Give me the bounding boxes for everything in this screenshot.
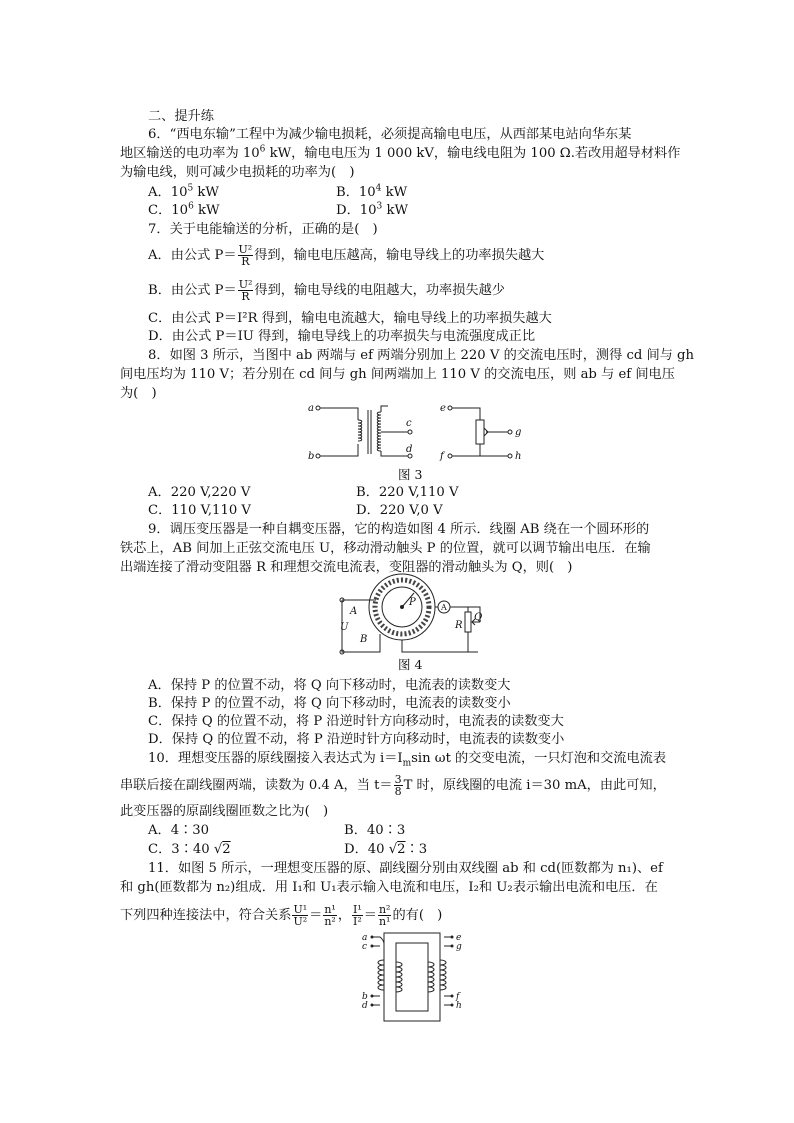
fig5-label-h: h	[456, 1001, 462, 1011]
fig5-label-a: a	[362, 933, 368, 943]
q6-option-d: D．$10^3$ kW	[336, 201, 409, 218]
q8-line2: 间电压均为 110 V；若分别在 cd 间与 gh 间两端加上 110 V 的交流电压，则 ab 与 ef 间电压	[120, 367, 675, 382]
fig5-label-f: f	[456, 992, 460, 1002]
figure-3-caption: 图 3	[398, 467, 423, 482]
q10-option-a: A．4∶30	[148, 823, 210, 838]
fig4-label-b: B	[360, 634, 368, 645]
q7-option-d: D．由公式 P＝IU 得到，输电导线上的功率损失与电流强度成正比	[148, 329, 536, 344]
q10-line1: 10．理想变压器的原线圈接入表达式为 $i=I_m\sin$ ωt 的交变电流，一只灯泡和交流电流表	[148, 751, 667, 769]
q7-stem: 7．关于电能输送的分析，正确的是( )	[148, 222, 378, 237]
q9-line3: 出端连接了滑动变阻器 R 和理想交流电流表，变阻器的滑动触头为 Q，则( )	[120, 560, 573, 575]
fig4-ammeter-label: A	[441, 603, 447, 612]
q6-option-a: A．$10^5$ kW	[148, 183, 219, 200]
fig4-label-u: U	[340, 622, 349, 633]
fig4-label-r: R	[455, 620, 463, 631]
fig5-label-e: e	[456, 933, 462, 943]
q7-option-c: C．由公式 P＝I²R 得到，输电电流越大，输电导线上的功率损失越大	[148, 311, 552, 326]
q10-option-c: C．3∶40 √2	[148, 842, 231, 857]
q9-option-c: C．保持 Q 的位置不动，将 P 沿逆时针方向移动时，电流表的读数变大	[148, 714, 564, 729]
q8-option-d: D．220 V,0 V	[356, 503, 443, 518]
fig3-label-e: e	[440, 403, 446, 414]
fig5-label-d: d	[362, 1001, 368, 1011]
q7-option-a: A．由公式 P＝ $\frac{\text{U²}}{R}$ 得到，输电电压越高，输电导线上的功率损失越大	[148, 243, 545, 268]
fig5-label-g: g	[456, 942, 462, 952]
figure-4-caption: 图 4	[398, 657, 423, 672]
q11-line3: 下列四种连接法中，符合关系 $\frac{\text{U¹}}{\text{U²}}$ ＝ $\frac{\text{n¹}}{\text{n²}}$ ， $\frac{\text{I¹}}{\text{I²}}$ ＝ $\frac{\text{n²}}{\text{n¹}}$ 的有( )	[120, 903, 443, 928]
fig3-label-c: c	[406, 418, 412, 429]
fig3-label-d: d	[406, 444, 413, 455]
q8-line1: 8．如图 3 所示，当图中 ab 两端与 ef 两端分别加上 220 V 的交流电压时，测得 cd 间与 gh	[148, 348, 694, 363]
fig4-label-q: Q	[474, 612, 483, 623]
fig3-label-b: b	[308, 451, 315, 462]
q9-option-b: B．保持 P 的位置不动，将 Q 向下移动时，电流表的读数变小	[148, 696, 511, 711]
fig3-label-a: a	[308, 403, 314, 414]
fig5-label-c: c	[362, 942, 368, 952]
q8-option-b: B．220 V,110 V	[356, 485, 459, 500]
fig3-label-g: g	[515, 427, 522, 438]
fig3-label-h: h	[515, 451, 522, 462]
q7-option-b: B．由公式 P＝ $\frac{\text{U²}}{R}$ 得到，输电导线的电阻越大，功率损失越少	[148, 278, 505, 303]
figure-4-diagram	[330, 572, 495, 658]
q6-option-b: B．$10^4$ kW	[336, 183, 408, 200]
q10-line3: 此变压器的原副线圈匝数之比为( )	[120, 804, 329, 819]
q8-option-c: C．110 V,110 V	[148, 503, 251, 518]
fig4-label-a-terminal: A	[350, 606, 358, 617]
figure-3-diagram	[300, 398, 530, 466]
q6-option-c: C．$10^6$ kW	[148, 201, 220, 218]
q6-line3: 为输电线，则可减少电损耗的功率为( )	[120, 165, 355, 180]
q9-option-a: A．保持 P 的位置不动，将 Q 向下移动时，电流表的读数变大	[148, 678, 511, 693]
fig3-label-f: f	[440, 451, 444, 462]
q8-option-a: A．220 V,220 V	[148, 485, 251, 500]
fig5-label-b: b	[362, 992, 368, 1002]
q6-line2: 地区输送的电功率为 $10^6$ kW，输电电压为 1 000 kV，输电线电阻为 100 Ω.若改用超导材料作	[120, 144, 681, 161]
q6-line1: 6．“西电东输”工程中为减少输电损耗，必须提高输电电压，从西部某电站向华东某	[148, 127, 632, 142]
q10-option-d: D．40 √2∶3	[344, 842, 428, 857]
q9-option-d: D．保持 Q 的位置不动，将 P 沿逆时针方向移动时，电流表的读数变小	[148, 732, 565, 747]
section-heading: 二、提升练	[148, 109, 214, 124]
fig4-label-p: P	[409, 597, 416, 608]
q11-line1: 11．如图 5 所示，一理想变压器的原、副线圈分别由双线圈 ab 和 cd(匝数都为 n₁)、ef	[148, 861, 663, 876]
q8-line3: 为( )	[120, 386, 157, 401]
q10-line2: 串联后接在副线圈两端，读数为 0.4 A，当 t＝ $\frac{3}{8}$ T 时，原线圈的电流 i＝30 mA，由此可知，	[120, 773, 666, 798]
q9-line2: 铁芯上，AB 间加上正弦交流电压 U，移动滑动触头 P 的位置，就可以调节输出电压．在输	[120, 541, 651, 556]
q10-option-b: B．40∶3	[344, 823, 406, 838]
q11-line2: 和 gh(匝数都为 n₂)组成．用 I₁和 U₁表示输入电流和电压，I₂和 U₂表示输出电流和电压．在	[120, 880, 658, 895]
q9-line1: 9．调压变压器是一种自耦变压器，它的构造如图 4 所示．线圈 AB 绕在一个圆环形的	[148, 522, 650, 537]
figure-5-diagram	[350, 930, 475, 1026]
